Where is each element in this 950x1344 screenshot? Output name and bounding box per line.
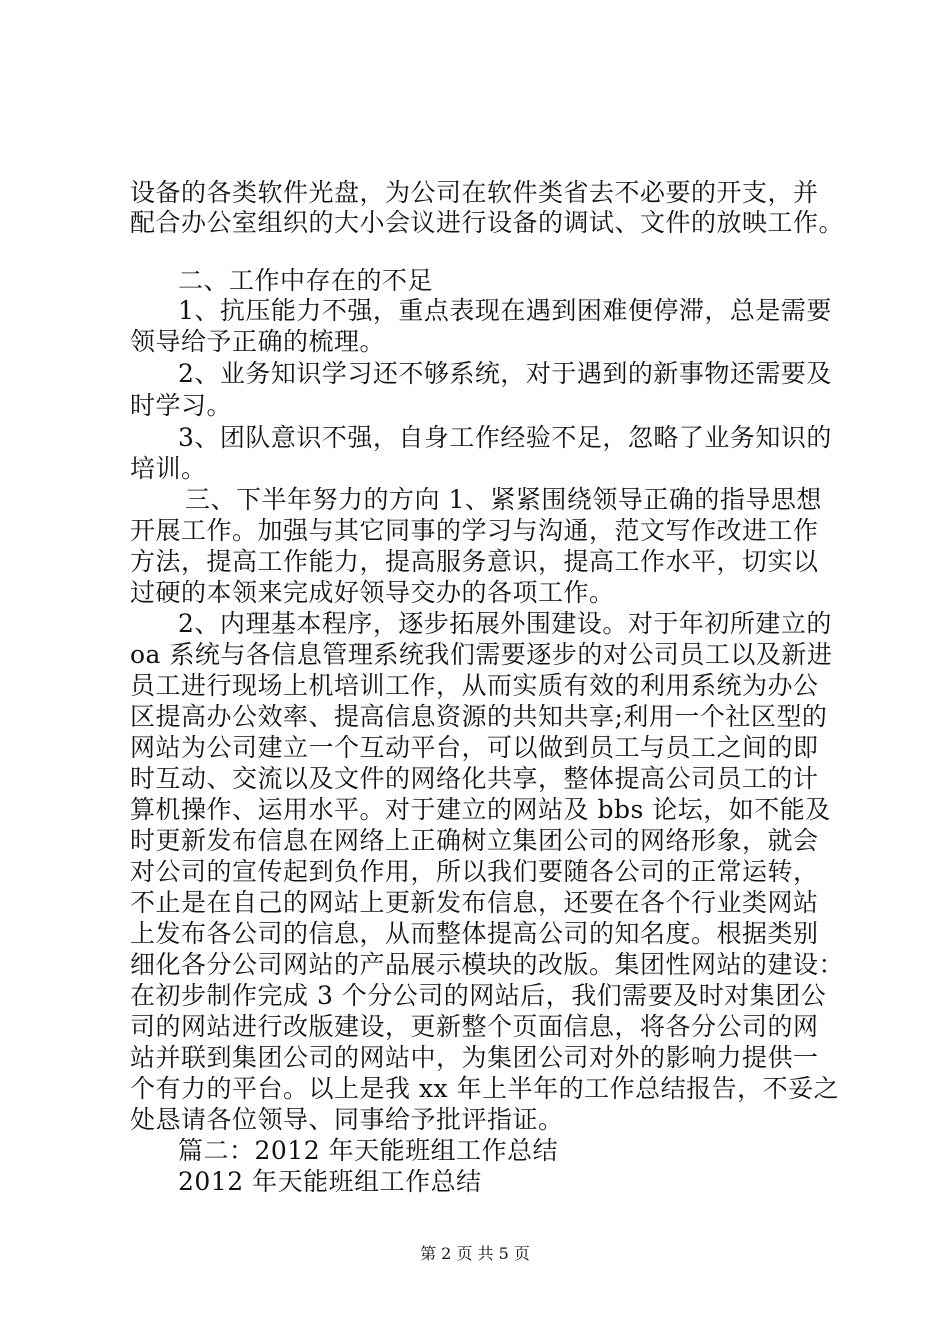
body-line: 员工进行现场上机培训工作，从而实质有效的利用系统为办公	[130, 671, 819, 700]
section-heading: 篇二：2012 年天能班组工作总结	[178, 1136, 559, 1165]
body-line: 1、抗压能力不强，重点表现在遇到困难便停滞，总是需要	[178, 296, 832, 325]
body-line: 培训。	[130, 454, 207, 483]
body-line: 2、业务知识学习还不够系统，对于遇到的新事物还需要及	[178, 359, 832, 388]
body-line: 司的网站进行改版建设，更新整个页面信息，将各分公司的网	[130, 1012, 819, 1041]
body-line: 过硬的本领来完成好领导交办的各项工作。	[130, 578, 615, 607]
body-line: 开展工作。加强与其它同事的学习与沟通，范文写作改进工作	[130, 516, 819, 545]
body-line: 对公司的宣传起到负作用，所以我们要随各公司的正常运转，	[130, 857, 819, 886]
body-line: 2、内理基本程序，逐步拓展外围建设。对于年初所建立的	[178, 609, 832, 638]
body-line: 网站为公司建立一个互动平台，可以做到员工与员工之间的即	[130, 733, 819, 762]
body-line: 细化各分公司网站的产品展示模块的改版。集团性网站的建设：	[130, 950, 845, 979]
body-line: 方法，提高工作能力，提高服务意识，提高工作水平，切实以	[130, 547, 819, 576]
body-line: 区提高办公效率、提高信息资源的共知共享;利用一个社区型的	[130, 702, 828, 731]
page-footer: 第 2 页 共 5 页	[420, 1244, 530, 1263]
section-heading: 二、工作中存在的不足	[178, 266, 434, 295]
body-line: 时互动、交流以及文件的网络化共享，整体提高公司员工的计	[130, 764, 819, 793]
body-line: 时更新发布信息在网络上正确树立集团公司的网络形象，就会	[130, 826, 819, 855]
body-line: 时学习。	[130, 391, 233, 420]
section-heading: 三、下半年努力的方向 1、紧紧围绕领导正确的指导思想	[185, 485, 822, 514]
body-line: oa 系统与各信息管理系统我们需要逐步的对公司员工以及新进	[130, 640, 833, 669]
body-line: 站并联到集团公司的网站中，为集团公司对外的影响力提供一	[130, 1043, 819, 1072]
section-heading: 2012 年天能班组工作总结	[178, 1167, 482, 1196]
body-line: 算机操作、运用水平。对于建立的网站及 bbs 论坛，如不能及	[130, 795, 831, 824]
body-line: 上发布各公司的信息，从而整体提高公司的知名度。根据类别	[130, 919, 819, 948]
body-line: 配合办公室组织的大小会议进行设备的调试、文件的放映工作。	[130, 208, 845, 237]
body-line: 个有力的平台。以上是我 xx 年上半年的工作总结报告，不妥之	[130, 1074, 840, 1103]
body-line: 领导给予正确的梳理。	[130, 327, 386, 356]
body-line: 不止是在自己的网站上更新发布信息，还要在各个行业类网站	[130, 888, 819, 917]
body-line: 3、团队意识不强，自身工作经验不足，忽略了业务知识的	[178, 423, 832, 452]
body-line: 设备的各类软件光盘，为公司在软件类省去不必要的开支，并	[130, 178, 819, 207]
body-line: 处恳请各位领导、同事给予批评指证。	[130, 1105, 564, 1134]
body-line: 在初步制作完成 3 个分公司的网站后，我们需要及时对集团公	[130, 981, 827, 1010]
